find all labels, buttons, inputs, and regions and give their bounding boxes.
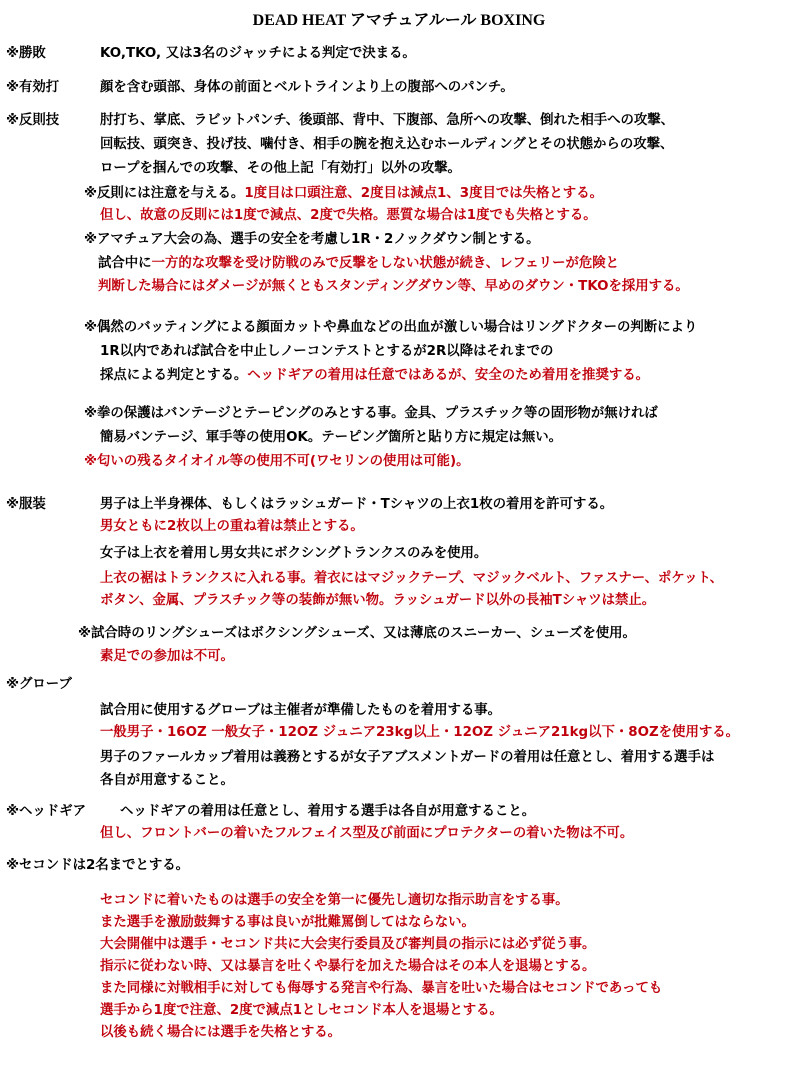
gloves-weights: 一般男子・16OZ 一般女子・12OZ ジュニア23kg以上・12OZ ジュニア21kg以下・8OZを使用する。	[100, 725, 740, 740]
ring-shoes-note: ※試合時のリングシューズはボクシングシューズ、又は薄底のスニーカー、シューズを使用。	[78, 626, 636, 641]
knockdown-rule: ※アマチュア大会の為、選手の安全を考慮し1R・2ノックダウン制とする。	[84, 232, 540, 247]
referee-stop-lead: 試合中に	[98, 256, 152, 271]
second-line-3: 大会開催中は選手・セコンド共に大会実行委員及び審判員の指示には必ず従う事。	[100, 937, 596, 952]
attire-line-1: 男子は上半身裸体、もしくはラッシュガード・Tシャツの上衣1枚の着用を許可する。	[100, 497, 614, 512]
second-line-1: セコンドに着いたものは選手の安全を第一に優先し適切な指示助言をする事。	[100, 893, 569, 908]
butting-note-1: ※偶然のバッティングによる顔面カットや鼻血などの出血が激しい場合はリングドクターの判断により	[84, 320, 698, 335]
foul-intentional-note: 但し、故意の反則には1度で減点、2度で失格。悪質な場合は1度でも失格とする。	[100, 208, 597, 223]
fist-protection-1: ※拳の保護はバンテージとテーピングのみとする事。金具、プラスチック等の固形物が無ければ	[84, 406, 658, 421]
referee-stop-red: 一方的な攻撃を受け防戦のみで反撃をしない状態が続き、レフェリーが危険と	[151, 256, 620, 271]
gloves-line-1: 試合用に使用するグローブは主催者が準備したものを着用する事。	[100, 703, 502, 718]
referee-stop-note	[98, 256, 619, 272]
gloves-line-4: 各自が用意すること。	[100, 773, 234, 788]
attire-line-3: 女子は上衣を着用し男女共にボクシングトランクスのみを使用。	[100, 546, 488, 561]
second-line-5: また同様に対戦相手に対しても侮辱する発言や行為、暴言を吐いた場合はセコンドであっても	[100, 981, 663, 996]
headgear-heading: ※ヘッドギア	[6, 804, 86, 819]
butting-note-2: 1R以内であれば試合を中止しノーコンテストとするが2R以降はそれまでの	[100, 344, 554, 359]
butting-decision: 採点による判定とする。	[100, 368, 248, 383]
fist-protection-2: 簡易バンテージ、軍手等の使用OK。テーピング箇所と貼り方に規定は無い。	[100, 430, 563, 445]
foul-penalty-note	[84, 186, 603, 202]
headgear-recommend: ヘッドギアの着用は任意ではあるが、安全のため着用を推奨する。	[247, 368, 650, 383]
fouls-heading: ※反則技	[6, 113, 60, 128]
second-line-2: また選手を激励鼓舞する事は良いが批難罵倒してはならない。	[100, 915, 475, 930]
valid-punch-heading: ※有効打	[6, 80, 60, 95]
second-line-7: 以後も続く場合には選手を失格とする。	[100, 1025, 342, 1040]
gloves-line-3: 男子のファールカップ着用は義務とするが女子アブスメントガードの着用は任意とし、着用する選手は	[100, 750, 715, 765]
tiger-oil-note: ※匂いの残るタイオイル等の使用不可(ワセリンの使用は可能)。	[84, 454, 470, 469]
attire-line-5: ボタン、金属、プラスチック等の装飾が無い物。ラッシュガード以外の長袖Tシャツは禁止。	[100, 593, 656, 608]
valid-punch-text: 顔を含む頭部、身体の前面とベルトラインより上の腹部へのパンチ。	[100, 80, 514, 95]
headgear-text: ヘッドギアの着用は任意とし、着用する選手は各自が用意すること。	[120, 804, 536, 819]
second-heading: ※セコンドは2名までとする。	[6, 858, 190, 873]
headgear-red: 但し、フロントバーの着いたフルフェイス型及び前面にプロテクターの着いた物は不可。	[100, 826, 634, 841]
barefoot-note: 素足での参加は不可。	[100, 649, 234, 664]
second-line-6: 選手から1度で注意、2度で減点1としセコンド本人を退場とする。	[100, 1003, 503, 1018]
win-text: KO,TKO, 又は3名のジャッチによる判定で決まる。	[100, 46, 416, 61]
gloves-heading: ※グローブ	[6, 677, 72, 692]
standing-down-note: 判断した場合にはダメージが無くともスタンディングダウン等、早めのダウン・TKOを採用する。	[98, 279, 689, 294]
win-heading: ※勝敗	[6, 46, 46, 61]
second-line-4: 指示に従わない時、又は暴言を吐くや暴行を加えた場合はその本人を退場とする。	[100, 959, 596, 974]
attire-line-4: 上衣の裾はトランクスに入れる事。着衣にはマジックテープ、マジックベルト、ファスナー、ポケット、	[100, 571, 724, 586]
foul-penalty-steps: 1度目は口頭注意、2度目は減点1、3度目では失格とする。	[244, 186, 603, 201]
foul-penalty-lead: ※反則には注意を与える。	[84, 186, 245, 201]
fouls-line-2: 回転技、頭突き、投げ技、噛付き、相手の腕を抱え込むホールディングとその状態からの攻撃、	[100, 137, 674, 152]
attire-heading: ※服装	[6, 497, 46, 512]
fouls-line-3: ロープを掴んでの攻撃、その他上記「有効打」以外の攻撃。	[100, 161, 461, 176]
butting-note-3	[100, 368, 649, 384]
attire-line-2: 男女ともに2枚以上の重ね着は禁止とする。	[100, 519, 364, 534]
fouls-line-1: 肘打ち、掌底、ラビットパンチ、後頭部、背中、下腹部、急所への攻撃、倒れた相手への攻撃、	[100, 113, 675, 128]
page-title: DEAD HEAT アマチュアルール BOXING	[252, 12, 546, 29]
